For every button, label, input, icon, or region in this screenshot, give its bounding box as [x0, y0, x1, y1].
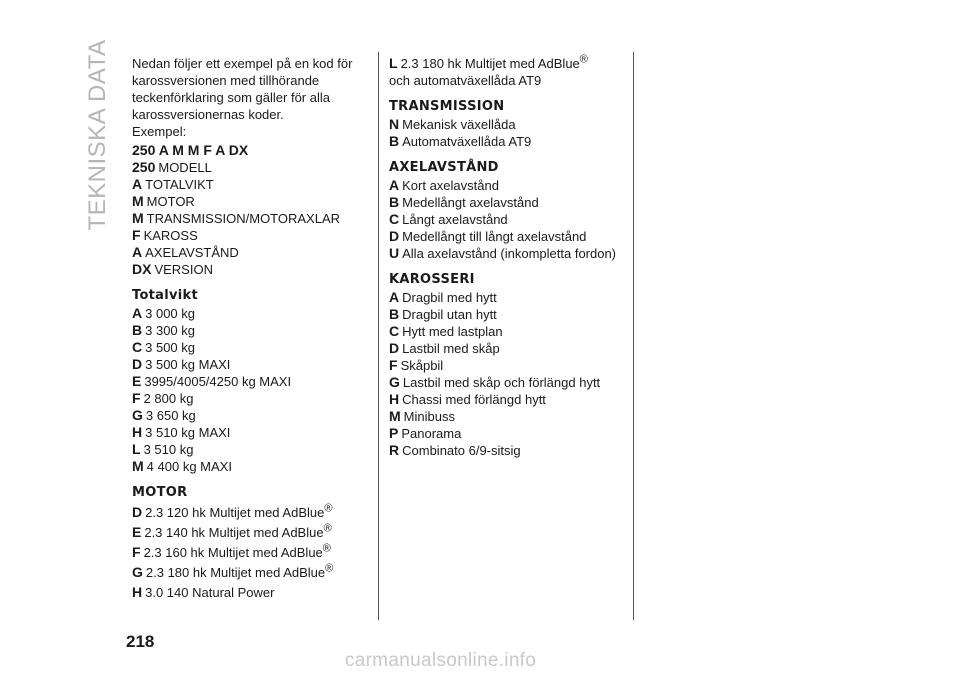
code-value: Chassi med förlängd hytt — [402, 392, 546, 407]
code-value: Medellångt till långt axelavstånd — [402, 229, 587, 244]
code-item — [132, 564, 362, 581]
code-item — [389, 357, 629, 374]
code-key: F — [132, 544, 141, 560]
code-item — [132, 458, 362, 475]
code-key: A — [132, 244, 143, 260]
code-key: H — [132, 584, 143, 600]
code-item — [132, 193, 362, 210]
code-value: 2.3 140 hk Multijet med AdBlue® — [144, 522, 332, 540]
code-value: 3 500 kg MAXI — [145, 357, 231, 372]
code-value: 2.3 180 hk Multijet med AdBlue® — [400, 53, 588, 71]
intro-paragraph: Nedan följer ett exempel på en kod för karossversionen med tillhörande teckenförklaring som gäller för alla karossversionernas koder. — [132, 56, 353, 122]
code-item — [389, 177, 629, 194]
code-item — [389, 425, 629, 442]
code-item — [132, 584, 362, 601]
code-key: A — [132, 305, 143, 321]
code-key: F — [132, 390, 141, 406]
code-item — [389, 340, 629, 357]
code-key: D — [132, 504, 143, 520]
code-value: 2 800 kg — [143, 391, 194, 406]
code-key: E — [132, 524, 142, 540]
code-key: F — [132, 227, 141, 243]
code-key: A — [389, 289, 400, 305]
code-value: TRANSMISSION/MOTORAXLAR — [146, 211, 341, 226]
code-key: G — [132, 407, 143, 423]
code-key: 250 — [132, 159, 156, 175]
code-value: 3 510 kg MAXI — [145, 425, 231, 440]
motor-heading: MOTOR — [132, 485, 188, 500]
code-key: N — [389, 116, 400, 132]
legend-list — [132, 159, 362, 278]
code-item — [132, 441, 362, 458]
code-item — [132, 373, 362, 390]
code-item — [132, 322, 362, 339]
code-key: L — [132, 441, 141, 457]
code-value: MODELL — [158, 160, 212, 175]
code-key: D — [389, 228, 400, 244]
code-value: Hytt med lastplan — [402, 324, 503, 339]
example-code: 250 A M M F A DX — [132, 142, 249, 158]
code-value: KAROSS — [143, 228, 198, 243]
code-item — [389, 211, 629, 228]
code-value: 3 500 kg — [145, 340, 195, 355]
code-key: F — [389, 357, 398, 373]
code-key: G — [389, 374, 400, 390]
code-value: 3 510 kg — [143, 442, 194, 457]
code-value: 2.3 180 hk Multijet med AdBlue® — [145, 562, 334, 580]
code-key: B — [389, 306, 400, 322]
code-item — [132, 339, 362, 356]
code-item — [132, 356, 362, 373]
code-value: Panorama — [401, 426, 462, 441]
code-item — [132, 544, 362, 561]
code-key: A — [132, 176, 143, 192]
code-key: P — [389, 425, 399, 441]
code-key: A — [389, 177, 400, 193]
code-item — [132, 424, 362, 441]
code-key: D — [132, 356, 143, 372]
code-item — [389, 228, 629, 245]
axelavstand-list — [389, 177, 629, 262]
code-value: 2.3 120 hk Multijet med AdBlue® — [145, 502, 333, 520]
code-item — [389, 323, 629, 340]
code-value: Lastbil med skåp — [402, 341, 500, 356]
code-key: C — [389, 323, 400, 339]
section-side-title — [78, 39, 118, 231]
code-item — [132, 305, 362, 322]
code-value: Kort axelavstånd — [402, 178, 499, 193]
code-key: M — [132, 458, 144, 474]
watermark: carmanualsonline.info — [345, 650, 537, 671]
code-value: Långt axelavstånd — [402, 212, 508, 227]
code-key: M — [132, 210, 144, 226]
column-left — [132, 55, 362, 601]
column-divider-2 — [633, 52, 634, 620]
code-key: DX — [132, 261, 152, 277]
karosseri-list — [389, 289, 629, 459]
code-item — [132, 524, 362, 541]
code-key: C — [389, 211, 400, 227]
code-value: 3 300 kg — [145, 323, 195, 338]
code-key: U — [389, 245, 400, 261]
code-value: Skåpbil — [400, 358, 444, 373]
code-value: Combinato 6/9-sitsig — [402, 443, 521, 458]
transmission-list — [389, 116, 629, 150]
code-value: 3.0 140 Natural Power — [145, 585, 275, 600]
code-item — [389, 391, 629, 408]
code-item — [132, 176, 362, 193]
code-key: C — [132, 339, 143, 355]
code-value: Dragbil utan hytt — [402, 307, 497, 322]
code-item — [132, 210, 362, 227]
code-key: E — [132, 373, 142, 389]
axelavstand-heading: AXELAVSTÅND — [389, 160, 499, 175]
code-value: Medellångt axelavstånd — [402, 195, 539, 210]
code-item — [389, 289, 629, 306]
code-key: R — [389, 442, 400, 458]
column-divider-1 — [378, 52, 379, 620]
code-key: H — [132, 424, 143, 440]
code-item — [389, 408, 629, 425]
code-key: B — [389, 133, 400, 149]
code-value: TOTALVIKT — [145, 177, 214, 192]
code-value: 3995/4005/4250 kg MAXI — [144, 374, 292, 389]
code-item — [389, 245, 629, 262]
code-item — [132, 261, 362, 278]
karosseri-heading: KAROSSERI — [389, 272, 475, 287]
code-value: Mekanisk växellåda — [402, 117, 516, 132]
code-value: Minibuss — [403, 409, 455, 424]
code-item — [389, 442, 629, 459]
code-key: B — [132, 322, 143, 338]
code-value: Automatväxellåda AT9 — [402, 134, 532, 149]
column-right — [389, 55, 629, 459]
code-value: 2.3 160 hk Multijet med AdBlue® — [143, 542, 331, 560]
totalvikt-list — [132, 305, 362, 475]
example-label: Exempel: — [132, 124, 187, 139]
code-value: AXELAVSTÅND — [145, 245, 239, 260]
code-value: 3 000 kg — [145, 306, 195, 321]
code-value: Lastbil med skåp och förlängd hytt — [402, 375, 601, 390]
transmission-heading: TRANSMISSION — [389, 99, 505, 114]
code-item — [389, 374, 629, 391]
code-value: Dragbil med hytt — [402, 290, 497, 305]
code-item — [132, 407, 362, 424]
motor-continued-item — [389, 55, 629, 72]
motor-continued-text: och automatväxellåda AT9 — [389, 73, 542, 88]
code-item — [132, 227, 362, 244]
section-side-title-text: TEKNISKA DATA — [84, 39, 111, 231]
code-key: H — [389, 391, 400, 407]
code-value: MOTOR — [146, 194, 195, 209]
code-item — [389, 306, 629, 323]
code-value: Alla axelavstånd (inkompletta fordon) — [402, 246, 617, 261]
code-key: G — [132, 564, 143, 580]
code-item — [132, 504, 362, 521]
code-key: D — [389, 340, 400, 356]
code-item — [132, 159, 362, 176]
code-item — [132, 390, 362, 407]
code-key: L — [389, 55, 398, 71]
code-key: M — [132, 193, 144, 209]
code-item — [389, 116, 629, 133]
motor-list — [132, 504, 362, 601]
code-value: VERSION — [154, 262, 213, 277]
code-key: B — [389, 194, 400, 210]
code-key: M — [389, 408, 401, 424]
code-value: 3 650 kg — [145, 408, 196, 423]
code-item — [389, 194, 629, 211]
code-item — [389, 133, 629, 150]
totalvikt-heading: Totalvikt — [132, 288, 199, 303]
code-value: 4 400 kg MAXI — [146, 459, 232, 474]
code-item — [132, 244, 362, 261]
page-number: 218 — [126, 632, 155, 651]
